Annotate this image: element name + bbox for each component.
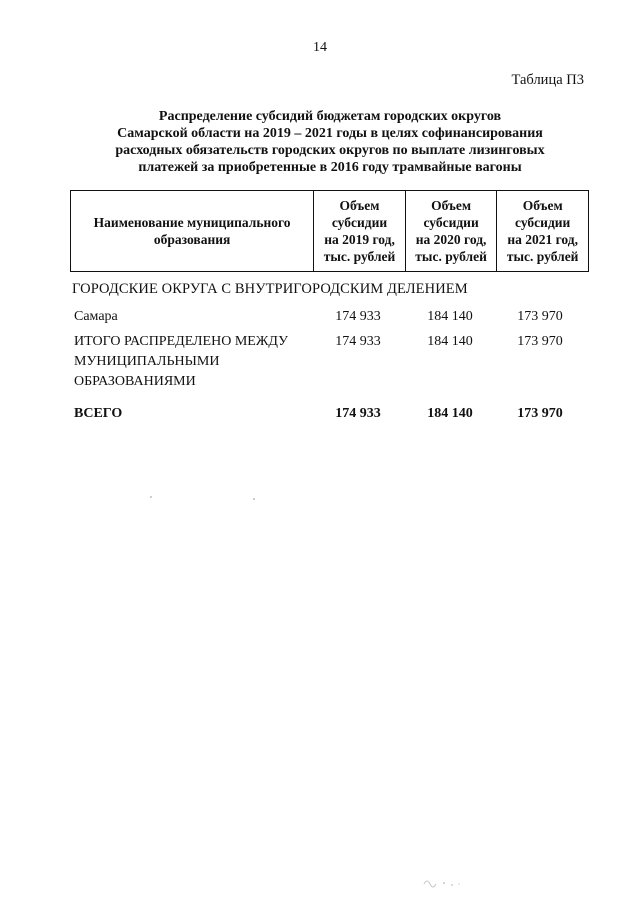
value-2019: 174 933 (335, 309, 381, 324)
header-cell-2020 (405, 191, 497, 272)
total-2020: 184 140 (427, 406, 473, 421)
header-text: Объем (339, 198, 380, 213)
header-text: на 2020 год, (415, 232, 487, 247)
row-name-line: ИТОГО РАСПРЕДЕЛЕНО МЕЖДУ (74, 334, 288, 349)
row-name-line: ОБРАЗОВАНИЯМИ (74, 374, 196, 389)
section-heading: ГОРОДСКИЕ ОКРУГА С ВНУТРИГОРОДСКИМ ДЕЛЕНИЕМ (72, 281, 468, 297)
header-cell-name (71, 191, 314, 272)
scan-speck (150, 496, 152, 498)
table-label: Таблица П3 (511, 72, 584, 88)
title-line: Распределение субсидий бюджетам городских округов (158, 109, 502, 124)
total-2021: 173 970 (517, 406, 563, 421)
page-number: 14 (313, 40, 327, 55)
header-cell-2019 (314, 191, 406, 272)
value-2020: 184 140 (427, 334, 473, 349)
header-text: субсидии (331, 215, 388, 230)
total-label: ВСЕГО (74, 406, 123, 421)
scan-speck (253, 498, 255, 500)
document-title (70, 108, 590, 176)
table-header (70, 190, 589, 272)
value-2020: 184 140 (427, 309, 473, 324)
title-line: платежей за приобретенные в 2016 году трамвайные вагоны (138, 160, 522, 175)
header-text: тыс. рублей (323, 249, 396, 264)
header-text: на 2021 год, (507, 232, 578, 247)
header-text: тыс. рублей (506, 249, 579, 264)
row-name-line: Самара (74, 309, 118, 324)
header-text: субсидии (423, 215, 479, 230)
header-text: образования (153, 232, 231, 247)
header-cell-2021 (497, 191, 589, 272)
scan-artifact-mark (418, 872, 466, 892)
header-text: Объем (522, 198, 563, 213)
total-2019: 174 933 (335, 406, 381, 421)
row-name (74, 307, 324, 327)
header-text: на 2019 год, (324, 232, 395, 247)
row-name-line: МУНИЦИПАЛЬНЫМИ (74, 354, 220, 369)
header-text: Наименование муниципального (93, 215, 291, 230)
header-text: тыс. рублей (415, 249, 487, 264)
header-text: субсидии (515, 215, 571, 230)
header-text: Объем (431, 198, 472, 213)
value-2021: 173 970 (517, 334, 563, 349)
row-name (74, 332, 324, 392)
title-line: Самарской области на 2019 – 2021 годы в целях софинансирования (117, 126, 543, 141)
value-2019: 174 933 (335, 334, 381, 349)
value-2021: 173 970 (517, 309, 563, 324)
title-line: расходных обязательств городских округов по выплате лизинговых (115, 143, 545, 158)
